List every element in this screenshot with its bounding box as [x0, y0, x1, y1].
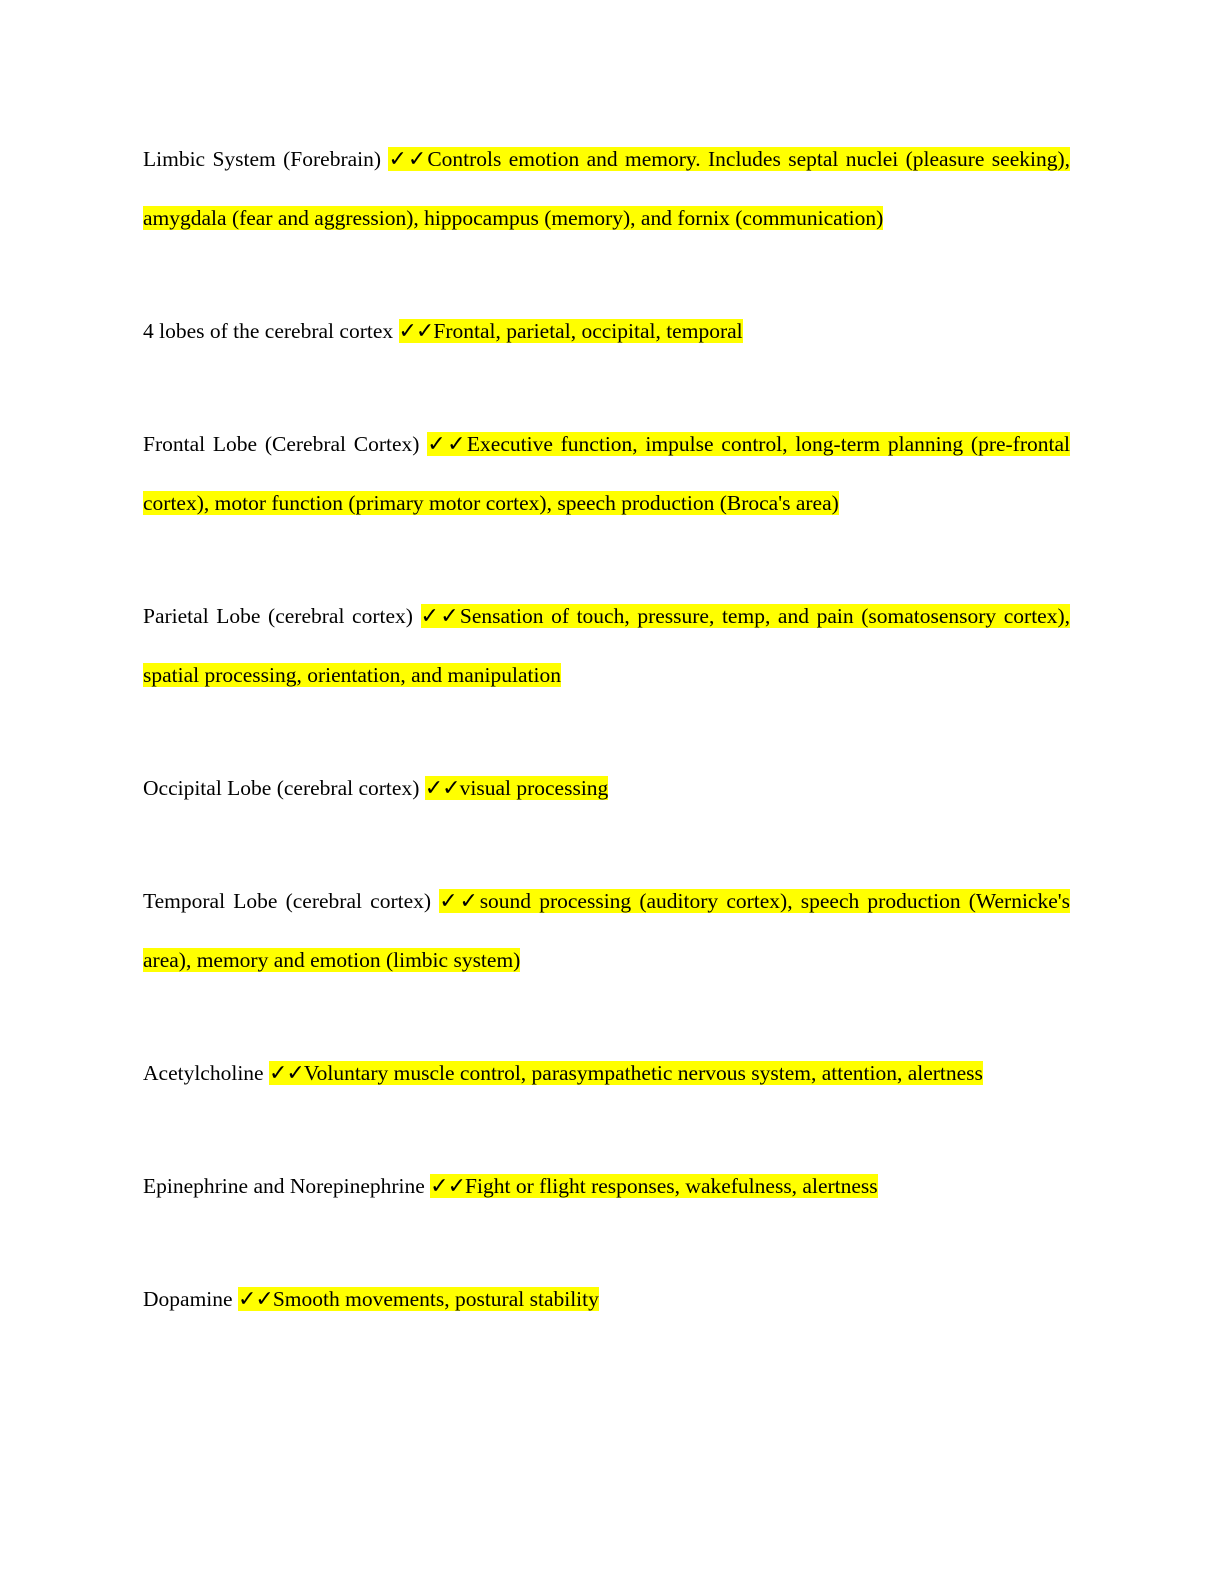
check-mark-icon: ✓✓	[268, 1061, 304, 1086]
check-mark-icon: ✓✓	[439, 889, 480, 914]
entry-answer-highlight	[399, 319, 743, 343]
flashcard-entry	[143, 415, 1070, 533]
entry-answer: sound processing (auditory cortex), speech production (Wernicke's area), memory and emotion (limbic system)	[143, 889, 1070, 972]
entry-term: Parietal Lobe (cerebral cortex)	[143, 604, 413, 628]
check-mark-icon: ✓✓	[420, 604, 460, 629]
entry-answer: Controls emotion and memory. Includes septal nuclei (pleasure seeking), amygdala (fear and aggression), hippocampus (memory), and fornix (communication)	[143, 147, 1070, 230]
entry-term: Temporal Lobe (cerebral cortex)	[143, 889, 432, 913]
entry-answer-highlight	[430, 1174, 877, 1198]
entry-answer: Smooth movements, postural stability	[272, 1287, 599, 1311]
entry-answer: Fight or flight responses, wakefulness, alertness	[465, 1174, 878, 1198]
entry-term: Occipital Lobe (cerebral cortex)	[143, 776, 420, 800]
check-mark-icon: ✓✓	[388, 147, 428, 172]
entry-answer: Voluntary muscle control, parasympathetic nervous system, attention, alertness	[303, 1061, 983, 1085]
entry-answer: Executive function, impulse control, long-term planning (pre-frontal cortex), motor function (primary motor cortex), speech production (Broca's area)	[143, 432, 1070, 515]
check-mark-icon: ✓✓	[424, 776, 460, 801]
flashcard-entry	[143, 587, 1070, 705]
flashcard-entry	[143, 1157, 1070, 1216]
entry-term: Acetylcholine	[143, 1061, 264, 1085]
entry-term: Epinephrine and Norepinephrine	[143, 1174, 425, 1198]
entry-answer: Sensation of touch, pressure, temp, and pain (somatosensory cortex), spatial processing, orientation, and manipulation	[143, 604, 1070, 687]
entry-answer-highlight	[269, 1061, 983, 1085]
entry-term: Frontal Lobe (Cerebral Cortex)	[143, 432, 420, 456]
check-mark-icon: ✓✓	[398, 319, 434, 344]
check-mark-icon: ✓✓	[237, 1287, 273, 1312]
flashcard-entry	[143, 130, 1070, 248]
flashcard-entry	[143, 1044, 1070, 1103]
entry-answer-highlight	[425, 776, 609, 800]
entry-answer: Frontal, parietal, occipital, temporal	[433, 319, 743, 343]
entry-answer-highlight	[238, 1287, 599, 1311]
flashcard-entry	[143, 872, 1070, 990]
check-mark-icon: ✓✓	[430, 1174, 466, 1199]
entry-term: Limbic System (Forebrain)	[143, 147, 382, 171]
entry-term: 4 lobes of the cerebral cortex	[143, 319, 394, 343]
flashcard-entry	[143, 1270, 1070, 1329]
entry-term: Dopamine	[143, 1287, 233, 1311]
flashcard-entry	[143, 759, 1070, 818]
check-mark-icon: ✓✓	[427, 432, 467, 457]
entry-answer: visual processing	[459, 776, 609, 800]
document-page	[143, 130, 1070, 1383]
flashcard-entry	[143, 302, 1070, 361]
